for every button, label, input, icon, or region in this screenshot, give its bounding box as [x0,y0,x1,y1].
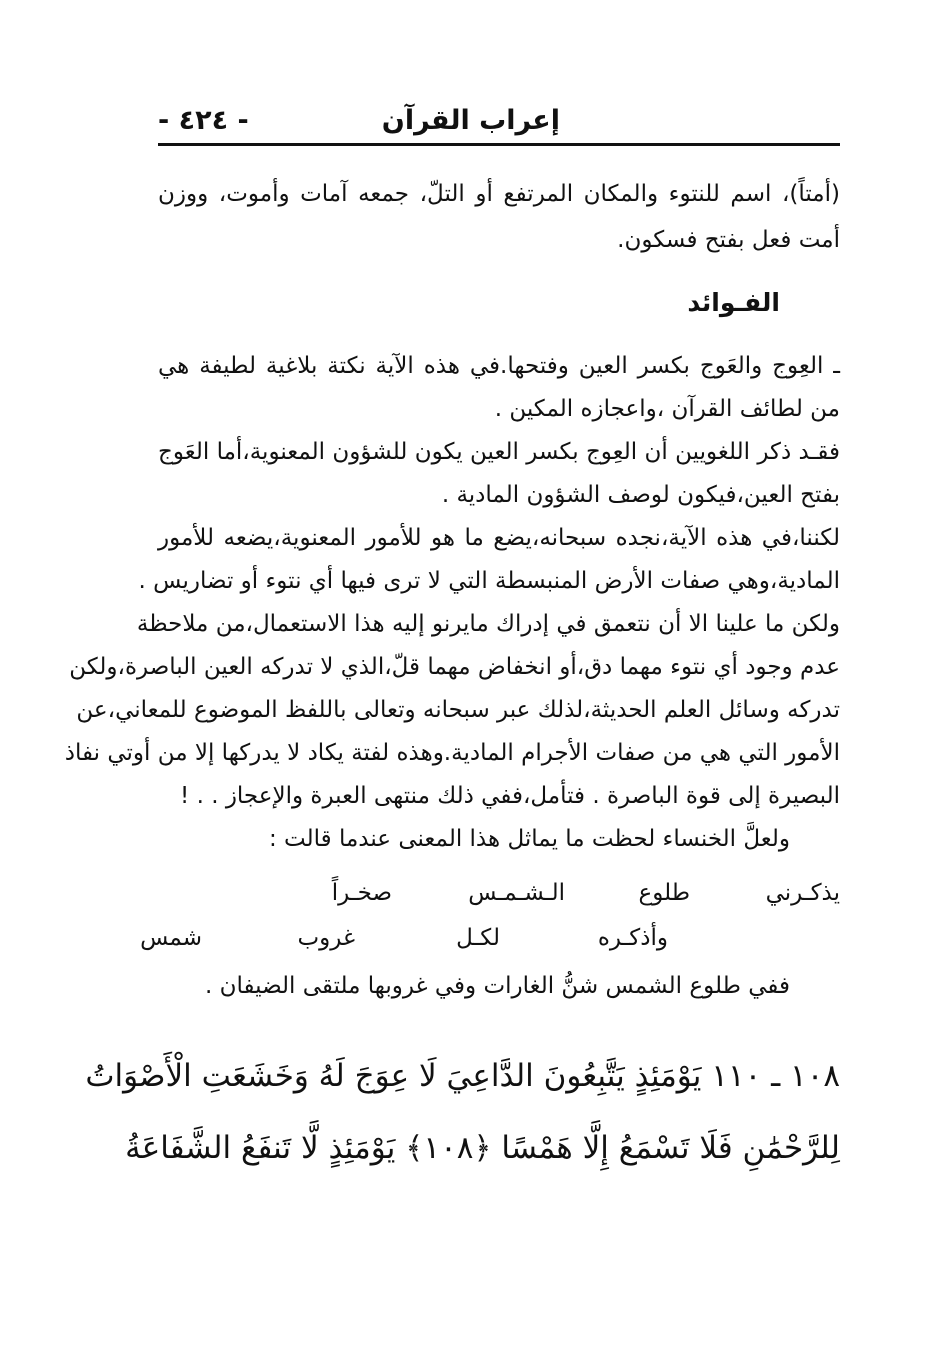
paragraph-line: من لطائف القرآن ،واعجازه المكين . [494,396,840,422]
paragraph-line: المادية،وهي صفات الأرض المنبسطة التي لا ترى فيها أي نتوء أو تضاريس . [138,568,840,594]
poem-word: لكـل [456,925,500,951]
section-heading: الفـوائد [687,288,780,317]
paragraph-line: عدم وجود أي نتوء مهما دق،أو انخفاض مهما قلّ،الذي لا تدركه العين الباصرة،ولكن [69,654,840,680]
paragraph-line: (أمتاً)، اسم للنتوء والمكان المرتفع أو التلّ، جمعه آمات وأموت، ووزن [158,181,840,207]
paragraph-line: ولكن ما علينا الا أن نتعمق في إدراك مايرنو إليه هذا الاستعمال،من ملاحظة [136,611,840,637]
paragraph-line: فقـد ذكر اللغويين أن العِوج بكسر العين يكون للشؤون المعنوية،أما العَوج [158,439,840,465]
paragraph-line: لكننا،في هذه الآية،نجده سبحانه،يضع ما هو للأمور المعنوية،يضعه للأمور [158,525,840,551]
poem-word: صخـراً [331,880,392,906]
quran-verse-line: ١٠٨ ـ ١١٠ يَوْمَئِذٍ يَتَّبِعُونَ الدَّاعِيَ لَا عِوَجَ لَهُ وَخَشَعَتِ الْأَصْوَاتُ [85,1058,840,1094]
quran-verse-line: لِلرَّحْمَٰنِ فَلَا تَسْمَعُ إِلَّا هَمْسًا ﴿١٠٨﴾ يَوْمَئِذٍ لَّا تَنفَعُ الشَّفَاعَةُ [125,1130,840,1166]
poem-word: وأذكـره [597,925,668,951]
poem-word: غروب [297,925,355,951]
paragraph-line: تدركه وسائل العلم الحديثة،لذلك عبر سبحانه وتعالى باللفظ الموضوع للمعاني،عن [76,697,840,723]
poem-word: يذكـرني [765,880,840,906]
poem-word: طلوع [638,880,690,906]
paragraph-line: أمت فعل بفتح فسكون. [617,227,840,253]
page-number: - ٤٢٤ - [158,104,249,136]
header-rule [158,143,840,146]
poem-word: الـشـمـس [468,880,565,906]
paragraph-line: ولعلَّ الخنساء لحظت ما يماثل هذا المعنى عندما قالت : [268,826,790,852]
poem-word: شمس [140,925,202,951]
poem-explanation: ففي طلوع الشمس شنُّ الغارات وفي غروبها ملتقى الضيفان . [204,973,790,999]
paragraph-line: ـ العِوج والعَوج بكسر العين وفتحها.في هذه الآية نكتة بلاغية لطيفة هي [158,353,840,379]
paragraph-line: الأمور التي هي من صفات الأجرام المادية.وهذه لفتة يكاد لا يدركها إلا من أوتي نفاذ [64,740,840,766]
book-title: إعراب القرآن [381,104,560,136]
paragraph-line: البصيرة إلى قوة الباصرة . فتأمل،ففي ذلك منتهى العبرة والإعجاز . . ! [180,783,840,809]
paragraph-line: بفتح العين،فيكون لوصف الشؤون المادية . [441,482,840,508]
page-header [158,100,840,140]
